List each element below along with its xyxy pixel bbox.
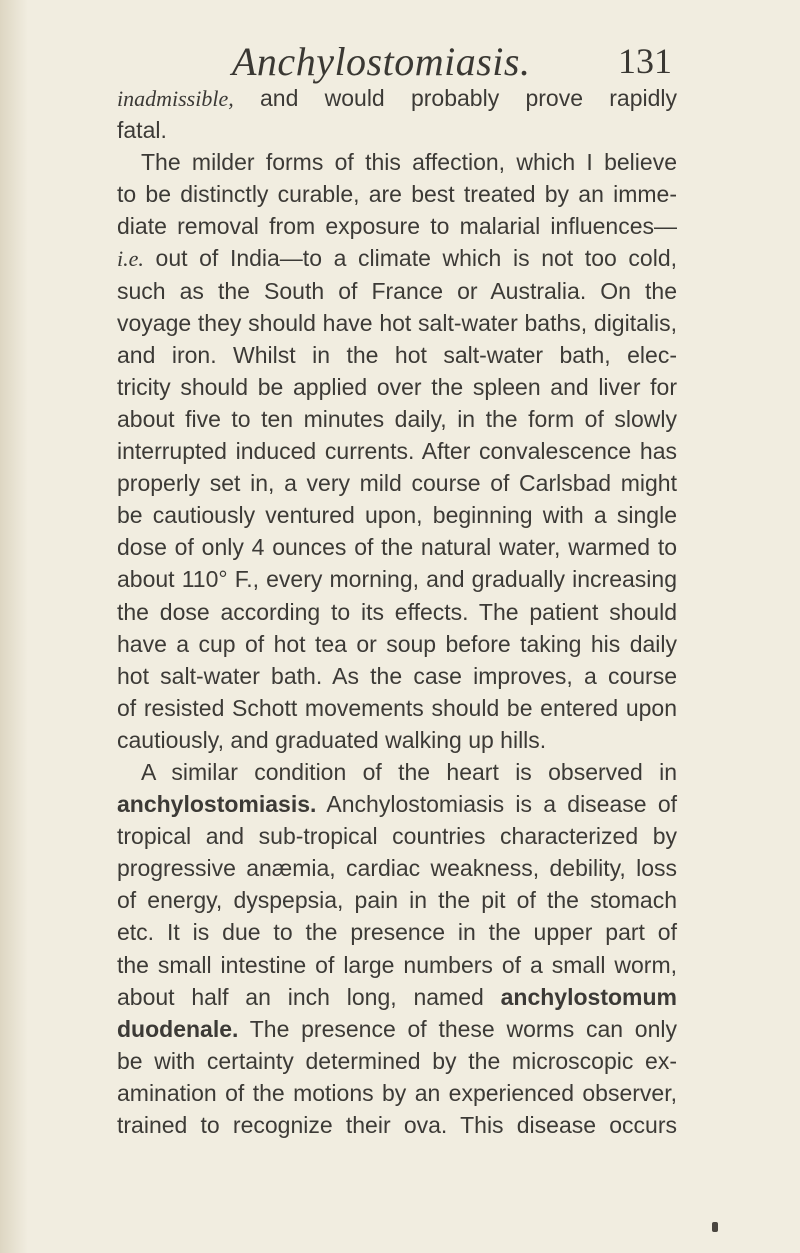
text-line [117,788,677,820]
text-line: trained to recognize their ova. This disease occurs [117,1112,677,1138]
italic-abbrev: i.e. [117,246,144,272]
text-line: have a cup of hot tea or soup before taking his daily [117,630,677,657]
page-number: 131 [618,41,672,81]
text-line: and iron. Whilst in the hot salt-water bath, elec- [117,341,677,368]
line-text: Anchylostomiasis is a disease of [316,791,677,818]
line-text: The presence of these worms can only [238,1015,677,1042]
text-line: diate removal from exposure to malarial influences— [117,213,677,240]
text-line: hot salt-water bath. As the case improves, a course [117,662,677,689]
text-line [117,242,677,274]
text-line [117,981,677,1013]
page-header [0,30,800,90]
text-line: tricity should be applied over the spleen and liver for [117,373,677,400]
line-text: about half an inch long, named [117,983,501,1010]
text-line [117,82,677,114]
text-line: etc. It is due to the presence in the upper part of [117,919,677,946]
text-line: about five to ten minutes daily, in the form of slowly [117,405,677,432]
bold-term: duodenale. [117,1015,239,1042]
text-line: properly set in, a very mild course of Carlsbad might [117,470,677,497]
text-line: the small intestine of large numbers of a small worm, [117,951,677,978]
text-line: tropical and sub-tropical countries characterized by [117,823,677,850]
text-line: of resisted Schott movements should be entered upon [117,694,677,721]
text-line: interrupted induced currents. After convalescence has [117,438,677,465]
text-line: of energy, dyspepsia, pain in the pit of the stomach [117,887,677,914]
line-text: out of India—to a climate which is not too cold, [143,245,677,272]
running-title: Anchylostomiasis. [232,39,531,84]
text-line: fatal. [117,117,167,144]
text-line: about 110° F., every morning, and gradually increasing [117,566,677,593]
italic-word: inadmissible, [117,86,234,111]
body-text [117,82,677,1141]
text-line: dose of only 4 ounces of the natural water, warmed to [117,534,677,561]
text-line: progressive anæmia, cardiac weakness, debility, loss [117,855,677,882]
paragraph-start-line: The milder forms of this affection, which I believe [141,149,677,176]
text-line: to be distinctly curable, are best treated by an imme- [117,181,677,208]
text-line: the dose according to its effects. The patient should [117,598,677,625]
text-line [117,1013,677,1045]
text-line: amination of the motions by an experienced observer, [117,1079,677,1106]
text-line: be with certainty determined by the microscopic ex- [117,1047,677,1074]
ink-mark [712,1222,718,1232]
text-line: such as the South of France or Australia. On the [117,277,677,304]
line-text: and would probably prove rapidly [233,85,677,111]
text-line: voyage they should have hot salt-water baths, digitalis, [117,309,677,336]
text-line: be cautiously ventured upon, beginning with a single [117,502,677,529]
text-line: cautiously, and graduated walking up hills. [117,726,547,753]
bold-term: anchylostomiasis. [117,791,317,818]
paragraph-start-line: A similar condition of the heart is observed in [141,758,677,785]
page-edge-shadow [0,0,28,1253]
bold-term: anchylostomum [500,983,677,1010]
